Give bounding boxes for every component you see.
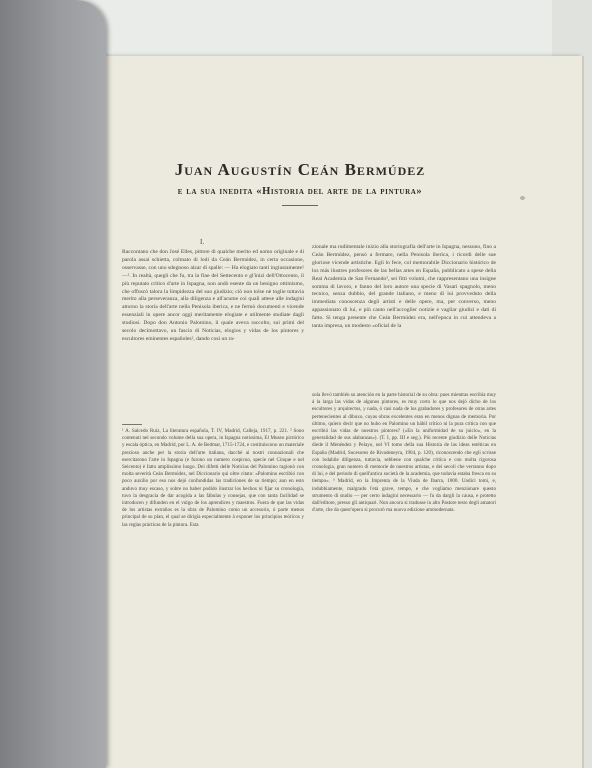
body-column-right xyxy=(312,244,496,333)
article-heading xyxy=(120,160,480,206)
body-paragraph-left: Raccontano che don José Elles, pittore di qualche merito ed uomo originale e di parola assai schietta, colmato di lodi da Ceán Bermúdez, in certa occasione, osservasse, con uno sdegnoso alzar di spalle: — Ha elogiato tanti ingiustamente! —¹. In realtà, quegli che fu, tra la fine del Settecento e gl'inizi dell'Ottocento, il più reputato critico d'arte in Ispagna, non andò esente da un benigno ottimismo, che offuscò talora la limpidezza del suo giudizio; ciò non tolse nè toglie tuttavia merito alla perseveranza, alla diligenza e all'acume coi quali attese alle indagini attorno la storia dell'arte nella Penisola iberica, e ne fermò documenti e vicende essenziali in opere ancor oggi meritamente elogiate e utilmente studiate dagli studiosi. Dopo don Antonio Palomino, il quale aveva raccolto, sui primi del secolo decimottavo, un fascio di Noticias, elogios y vidas de los pintores y escultores eminentes españoles², dando così un ra- xyxy=(122,249,304,342)
section-number: I. xyxy=(200,238,205,246)
body-column-left xyxy=(122,249,304,346)
paper-stain xyxy=(520,196,525,200)
page-edge xyxy=(582,56,584,768)
article-subtitle: e la sua inedita «Historia del arte de la pintura» xyxy=(177,186,423,197)
article-title: Juan Augustín Ceán Bermúdez xyxy=(174,160,426,179)
footnote-divider xyxy=(122,424,142,425)
footnote-text-right: sola llevó también su atención en la parte historial de su obra: pues mientras escribía muy á la larga las vidas de algunos pintores, es muy corto lo que nos dejó dicho de los escultores y arquitectos, y nada, ó casi nada de los grabadores y profesores de otras artes pertenecientes al dibuxo, cuyas obras excelentes eran en menos dignas de memoria. Por último, quiero decir que no hubo en Palomino un hábil crítico ni la pura crítica con que escribió las vidas de nuestros pintores? («En la uniformidad de su juicio», en la generalidad de sus alabanzas»). (T. I, pp. III e seg.). Più recente giudizio delle Noticias diede il Menéndez y Pelayo, nel VI tomo della sua Historia de las ideas estéticas en España (Madrid, Sucesores de Rivadeneyra, 1904, p. 120), riconoscendo che egli scrisse con lodabile diligenza, tuttavia, sebbene con qualche critica e con molta rigorosa cronologia, gran numero di memorie de nuestros artistas, e dei secoli che verranno dopo di lui, e del periodo di quell'antica società de la academia, que todavía estaba fresca en su tiempo». ³ Madrid, en la Imprenta de la Viuda de Ibarra, 1800. Undici tomi, e, indubbiamente, malgrado l'età grave, tempo, e che vogliamo menzionare questo strumento di studio — per certo indagini necessario — fu da dargli la causa, e protetto dall'editore, presso gli antiquari. Non ancora si tradusse in alto Pastore testo degli amatori d'arte, che da quest'opera si procurò ma nuova edizione ammodernata. xyxy=(312,392,496,514)
folded-cover-flap xyxy=(0,0,106,768)
footnotes-left xyxy=(122,428,304,531)
footnote-text-left: ¹ A. Salcedo Ruiz, La literatura española, T. IV, Madrid, Calleja, 1917, p. 221. ² Sono contenuti nel secondo volume della sua opera, in Ispagna notissima, El Museo pictórico y escala óptica, en Madrid, por L. A. de Bedmar, 1715-1724, e costituiscono un materiale prezioso anche per la storia dell'arte italiana, dacchè ai nostri connazionali che esercitarono l'arte in Ispagna (e furono un numero cospicuo, specie nel Cinque e nel Seicento) è fatto amplissimo luogo. Dei difetti delle Noticias del Palomino ragionò con molta severità Ceán Bermúdez, nel Diccionario qui oltre citato: «Palomino escribió con poco auxilio por eso nos dejó confundidas las tradiciones de su tiempo; aun en esto anduvo muy escaso, y sobre no haber podido ilustrar los hechos ni fijar su cronología, tuvo la desgracia de dar acogida a las fábulas y consejas, que con tanta facilidad se introducen y difunden en el vulgo de los aprendices y maestros. Fuera de que las vidas de los artistas extraños es la obra de Palomino como un accesorio, ó parte menos principal de su plan, el qual se dirigía especialmente á exponer los principios teóricos y las reglas prácticas de la pintura. Esta xyxy=(122,428,304,528)
title-divider xyxy=(282,205,318,206)
body-paragraph-right: zionale ma rudimentale inizio alla storiografia dell'arte in Ispagna, nessuno, fino a Ceán Bermúdez, pensò a fermare, nella Penisola iberica, i ricordi delle sue gloriose vicende artistiche. Egli lo fece, col memorabile Diccionario histórico de los más ilustres profesores de las bellas artes en España, pubblicato a spese della Real Academia de San Fernando³, sei fitti volumi, che rappresentano una insigne somma di lavoro, e fanno del loro autore una specie di Vasari spagnolo, meno tecnico, senza dubbio, del grande italiano, e meno di lui provveduto della immediata conoscenza degli artisti e delle opere, ma, per converso, meno appassionato di lui, e più cauto nell'accoglier notizie e vagliar giudizi e dati di fatto. Si tenga presente che Ceán Bermúdez era, nell'epoca in cui attendeva a tanta impresa, un modesto «oficial de la xyxy=(312,244,496,330)
footnotes-right xyxy=(312,392,496,516)
